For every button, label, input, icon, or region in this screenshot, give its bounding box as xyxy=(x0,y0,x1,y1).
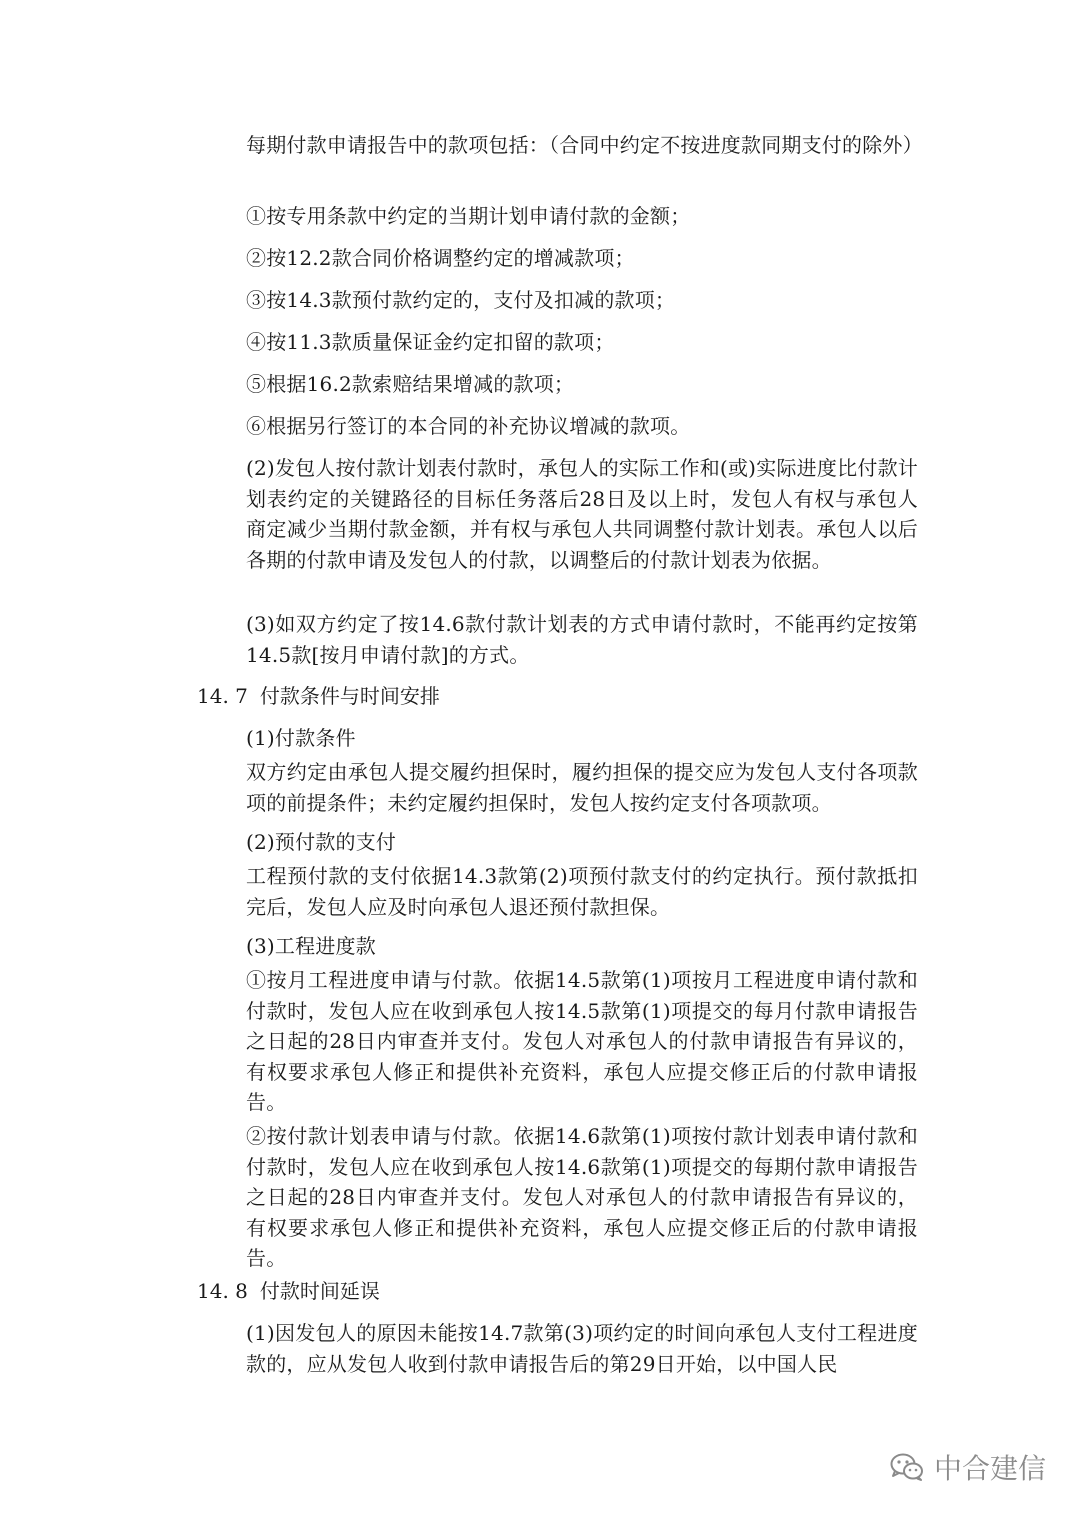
list-item-3: ③按14.3款预付款约定的，支付及扣减的款项； xyxy=(246,288,676,312)
subheading-progress-payment: (3)工程进度款 xyxy=(246,934,376,958)
paragraph-monthly-progress: ①按月工程进度申请与付款。依据14.5款第(1)项按月工程进度申请付款和付款时，发包人应在收到承包人按14.5款第(1)项提交的每月付款申请报告之日起的28日内审查并支付。发包人对承包人的付款申请报告有异议的，有权要求承包人修正和提供补充资料，承包人应提交修正后的付款申请报告。 xyxy=(246,968,918,1114)
paragraph-payment-conditions: 双方约定由承包人提交履约担保时，履约担保的提交应为发包人支付各项款项的前提条件；未约定履约担保时，发包人按约定支付各项款项。 xyxy=(246,760,918,815)
list-item-1: ①按专用条款中约定的当期计划申请付款的金额； xyxy=(246,204,691,228)
watermark-text: 中合建信 xyxy=(933,1452,1046,1485)
section-number: 14. 7 xyxy=(197,684,248,708)
paragraph-3-schedule-method: (3)如双方约定了按14.6款付款计划表的方式申请付款时，不能再约定按第14.5款[按月申请付款]的方式。 xyxy=(246,612,918,667)
subheading-advance-payment: (2)预付款的支付 xyxy=(246,830,397,854)
subheading-payment-conditions: (1)付款条件 xyxy=(246,726,356,750)
paragraph-advance-payment: 工程预付款的支付依据14.3款第(2)项预付款支付的约定执行。预付款抵扣完后，发包人应及时向承包人退还预付款担保。 xyxy=(246,864,918,919)
list-item-6: ⑥根据另行签订的本合同的补充协议增减的款项。 xyxy=(246,414,691,438)
list-item-4: ④按11.3款质量保证金约定扣留的款项； xyxy=(246,330,615,354)
section-heading-14-8 xyxy=(197,1276,380,1306)
paragraph-2-schedule-delay: (2)发包人按付款计划表付款时，承包人的实际工作和(或)实际进度比付款计划表约定的关键路径的目标任务落后28日及以上时，发包人有权与承包人商定减少当期付款金额，并有权与承包人共同调整付款计划表。承包人以后各期的付款申请及发包人的付款，以调整后的付款计划表为依据。 xyxy=(246,456,918,572)
paragraph-schedule-progress: ②按付款计划表申请与付款。依据14.6款第(1)项按付款计划表申请付款和付款时，发包人应在收到承包人按14.6款第(1)项提交的每期付款申请报告之日起的28日内审查并支付。发包人对承包人的付款申请报告有异议的，有权要求承包人修正和提供补充资料，承包人应提交修正后的付款申请报告。 xyxy=(246,1124,918,1270)
wechat-icon xyxy=(890,1452,924,1482)
paragraph-payment-delay: (1)因发包人的原因未能按14.7款第(3)项约定的时间向承包人支付工程进度款的，应从发包人收到付款申请报告后的第29日开始，以中国人民 xyxy=(246,1321,918,1376)
section-title: 付款条件与时间安排 xyxy=(259,684,440,708)
paragraph-payment-items-intro: 每期付款申请报告中的款项包括：（合同中约定不按进度款同期支付的除外） xyxy=(246,133,923,157)
section-title: 付款时间延误 xyxy=(259,1279,380,1303)
list-item-2: ②按12.2款合同价格调整约定的增减款项； xyxy=(246,246,635,270)
list-item-5: ⑤根据16.2款索赔结果增减的款项； xyxy=(246,372,575,396)
watermark xyxy=(890,1447,1046,1487)
section-number: 14. 8 xyxy=(197,1279,248,1303)
section-heading-14-7 xyxy=(197,681,440,711)
